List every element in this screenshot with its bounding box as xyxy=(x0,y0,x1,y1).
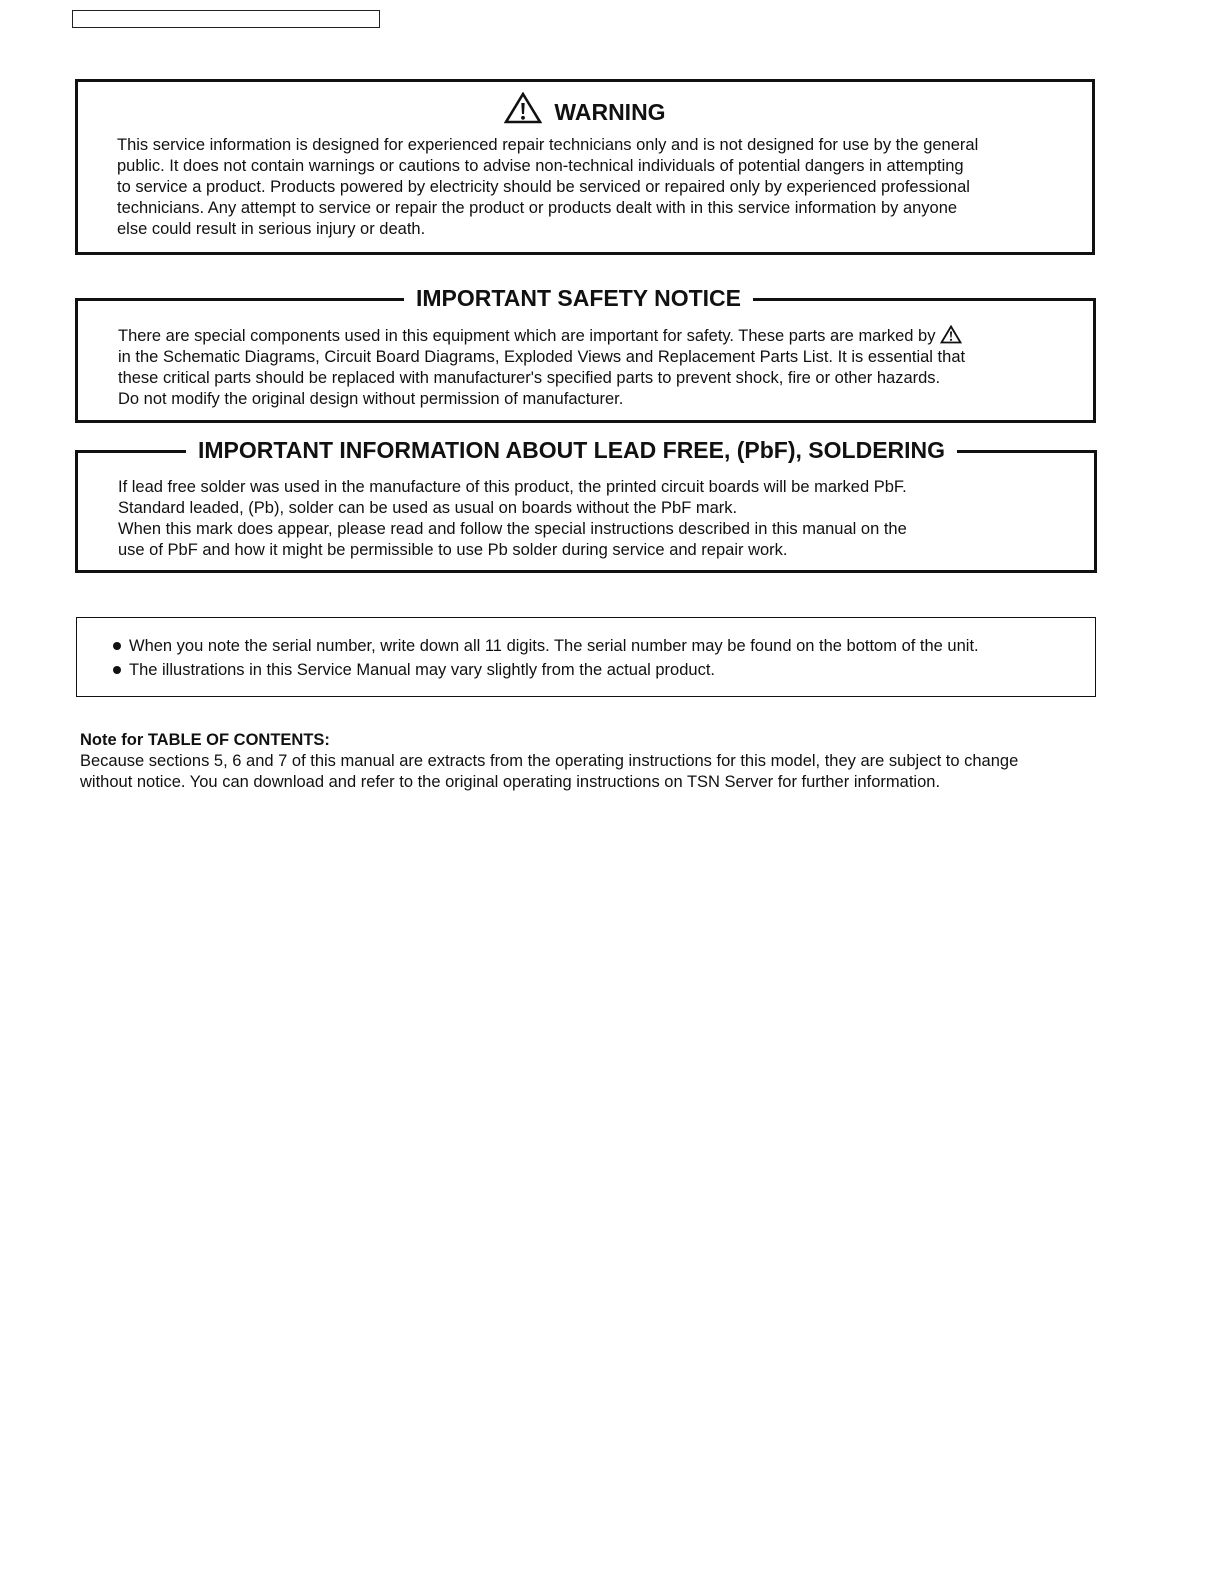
lead-free-box xyxy=(75,437,1097,573)
toc-note-line: without notice. You can download and refer to the original operating instructions on TSN Server for further information. xyxy=(80,773,941,791)
warning-title: WARNING xyxy=(554,99,666,125)
warning-text xyxy=(117,135,1067,240)
safety-mark-icon xyxy=(940,325,962,344)
lead-free-line: Standard leaded, (Pb), solder can be used as usual on boards without the PbF mark. xyxy=(118,499,738,517)
notes-box xyxy=(76,617,1096,697)
lead-free-title: IMPORTANT INFORMATION ABOUT LEAD FREE, (PbF), SOLDERING xyxy=(186,436,957,464)
safety-notice-box xyxy=(75,285,1096,423)
warning-line: This service information is designed for experienced repair technicians only and is not designed for use by the general xyxy=(117,136,979,154)
safety-line: Do not modify the original design without permission of manufacturer. xyxy=(118,390,624,408)
warning-line: to service a product. Products powered by electricity should be serviced or repaired only by experienced professional xyxy=(117,178,970,196)
safety-notice-text xyxy=(118,325,1078,410)
lead-free-line: When this mark does appear, please read and follow the special instructions described in this manual on the xyxy=(118,520,907,538)
warning-line: else could result in serious injury or death. xyxy=(117,220,426,238)
toc-note xyxy=(80,730,1110,793)
warning-line: technicians. Any attempt to service or repair the product or products dealt with in this service information by anyone xyxy=(117,199,958,217)
list-item: When you note the serial number, write down all 11 digits. The serial number may be found on the bottom of the unit. xyxy=(111,634,979,658)
toc-note-title: Note for TABLE OF CONTENTS: xyxy=(80,731,330,749)
safety-line-1: There are special components used in this equipment which are important for safety. These parts are marked by xyxy=(118,327,936,345)
warning-triangle-icon xyxy=(504,92,542,124)
warning-box xyxy=(75,79,1095,255)
warning-line: public. It does not contain warnings or cautions to advise non-technical individuals of potential dangers in attempting xyxy=(117,157,964,175)
header-box xyxy=(72,10,380,28)
lead-free-line: use of PbF and how it might be permissible to use Pb solder during service and repair work. xyxy=(118,541,788,559)
toc-note-line: Because sections 5, 6 and 7 of this manual are extracts from the operating instructions for this model, they are subject to change xyxy=(80,752,1019,770)
notes-list xyxy=(111,634,979,682)
safety-line: these critical parts should be replaced with manufacturer's specified parts to prevent shock, fire or other hazards. xyxy=(118,369,941,387)
safety-notice-title: IMPORTANT SAFETY NOTICE xyxy=(404,284,753,312)
list-item: The illustrations in this Service Manual may vary slightly from the actual product. xyxy=(111,658,979,682)
lead-free-line: If lead free solder was used in the manufacture of this product, the printed circuit boards will be marked PbF. xyxy=(118,478,907,496)
safety-line xyxy=(118,325,1078,347)
safety-line: in the Schematic Diagrams, Circuit Board Diagrams, Exploded Views and Replacement Parts List. It is essential that xyxy=(118,348,966,366)
lead-free-text xyxy=(118,477,1078,561)
warning-heading xyxy=(78,92,1092,126)
